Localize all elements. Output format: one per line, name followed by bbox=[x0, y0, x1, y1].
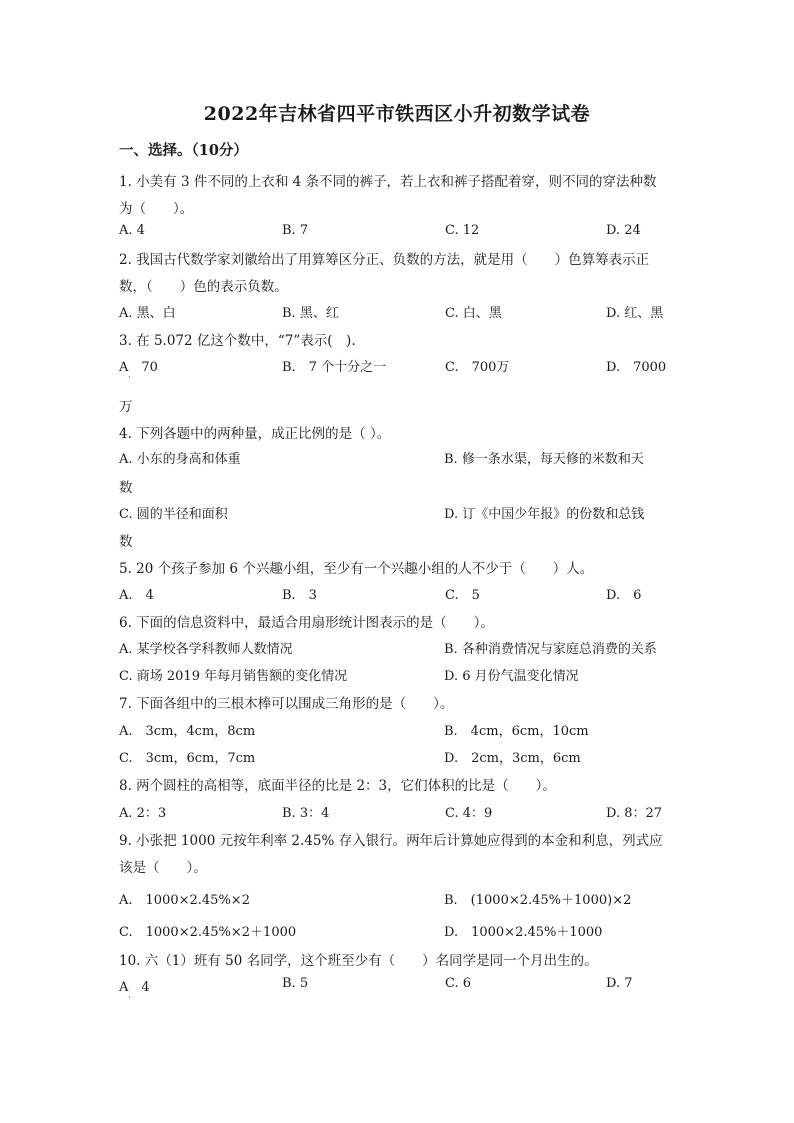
question-10-option-b: B. 5 bbox=[282, 976, 309, 991]
question-6-option-b: B. 各种消费情况与家庭总消费的关系 bbox=[444, 642, 657, 657]
question-5-option-a: A. 4 bbox=[119, 588, 154, 603]
question-5-line-1: 5. 20 个孩子参加 6 个兴趣小组，至少有一个兴趣小组的人不少于（ ）人。 bbox=[119, 561, 594, 577]
question-10-option-d: D. 7 bbox=[606, 976, 633, 991]
question-5-option-d: D. 6 bbox=[606, 588, 642, 603]
scan-dot-mark: · bbox=[128, 993, 131, 1003]
question-3-option-b: B. 7 个十分之一 bbox=[282, 360, 387, 375]
question-1-option-b: B. 7 bbox=[282, 223, 309, 238]
question-9-option-b: B. (1000×2.45%＋1000)×2 bbox=[444, 893, 632, 908]
question-7-line-1: 7. 下面各组中的三根木棒可以围成三角形的是（ ）。 bbox=[119, 696, 454, 712]
question-2-option-b: B. 黑、红 bbox=[282, 306, 339, 321]
question-4-option-c: C. 圆的半径和面积 bbox=[119, 507, 228, 522]
question-6-option-d: D. 6 月份气温变化情况 bbox=[444, 669, 579, 684]
question-3-option-c: C. 700万 bbox=[445, 360, 510, 375]
section-heading: 一、选择。（10分） bbox=[119, 142, 248, 159]
question-9-option-a: A. 1000×2.45%×2 bbox=[119, 893, 250, 908]
question-1-line-2: 为（ ）。 bbox=[119, 201, 194, 217]
question-2-option-c: C. 白、黑 bbox=[445, 306, 502, 321]
question-10-line-1: 10. 六（1）班有 50 名同学，这个班至少有（ ）名同学是同一个月出生的。 bbox=[119, 953, 598, 969]
question-4-line-1: 4. 下列各题中的两种量，成正比例的是（ ）。 bbox=[119, 426, 391, 442]
question-6-option-a: A. 某学校各学科教师人数情况 bbox=[119, 642, 293, 657]
question-10-option-a: A 4 bbox=[119, 980, 150, 995]
question-3-line-1: 3. 在 5.072 亿这个数中，“7”表示( ). bbox=[119, 333, 356, 349]
question-9-option-d: D. 1000×2.45%＋1000 bbox=[444, 925, 603, 940]
question-1-line-1: 1. 小美有 3 件不同的上衣和 4 条不同的裤子，若上衣和裤子搭配着穿，则不同的穿法种数 bbox=[119, 174, 657, 190]
question-2-option-d: D. 红、黑 bbox=[606, 306, 664, 321]
question-3-option-a: A 70 bbox=[119, 360, 158, 375]
question-6-line-1: 6. 下面的信息资料中，最适合用扇形统计图表示的是（ ）。 bbox=[119, 615, 494, 631]
question-1-option-d: D. 24 bbox=[606, 223, 641, 238]
question-1-option-a: A. 4 bbox=[119, 223, 145, 238]
question-4-option-d: D. 订《中国少年报》的份数和总钱 bbox=[444, 507, 645, 522]
page-title: 2022年吉林省四平市铁西区小升初数学试卷 bbox=[203, 103, 591, 125]
question-8-option-a: A. 2：3 bbox=[119, 806, 167, 821]
question-1-option-c: C. 12 bbox=[445, 223, 480, 238]
question-7-option-b: B. 4cm，6cm，10cm bbox=[444, 724, 589, 739]
question-4-option-b-wrap: 数 bbox=[119, 480, 133, 496]
question-8-option-b: B. 3：4 bbox=[282, 806, 330, 821]
question-5-option-c: C. 5 bbox=[445, 588, 480, 603]
question-9-line-1: 9. 小张把 1000 元按年利率 2.45% 存入银行。两年后计算她应得到的本金和利息，列式应 bbox=[119, 833, 663, 849]
question-8-option-c: C. 4：9 bbox=[445, 806, 493, 821]
question-8-option-d: D. 8：27 bbox=[606, 806, 663, 821]
question-4-option-a: A. 小东的身高和体重 bbox=[119, 452, 241, 467]
question-3-option-d-wrap: 万 bbox=[119, 399, 133, 415]
question-2-option-a: A. 黑、白 bbox=[119, 306, 176, 321]
question-3-option-d: D. 7000 bbox=[606, 360, 667, 375]
question-7-option-a: A. 3cm，4cm，8cm bbox=[119, 724, 256, 739]
question-8-line-1: 8. 两个圆柱的高相等，底面半径的比是 2：3，它们体积的比是（ ）。 bbox=[119, 778, 556, 794]
question-2-line-1: 2. 我国古代数学家刘徽给出了用算筹区分正、负数的方法，就是用（ ）色算筹表示正 bbox=[119, 252, 650, 268]
question-7-option-c: C. 3cm，6cm，7cm bbox=[119, 751, 256, 766]
question-9-option-c: C. 1000×2.45%×2＋1000 bbox=[119, 925, 297, 940]
scan-dot-mark: · bbox=[128, 373, 131, 383]
question-9-line-2: 该是（ ）。 bbox=[119, 860, 207, 876]
question-10-option-c: C. 6 bbox=[445, 976, 472, 991]
question-6-option-c: C. 商场 2019 年每月销售额的变化情况 bbox=[119, 669, 348, 684]
question-4-option-b: B. 修一条水渠，每天修的米数和天 bbox=[444, 452, 644, 467]
question-7-option-d: D. 2cm，3cm，6cm bbox=[444, 751, 581, 766]
question-5-option-b: B. 3 bbox=[282, 588, 317, 603]
question-2-line-2: 数，（ ）色的表示负数。 bbox=[119, 279, 288, 295]
question-4-option-d-wrap: 数 bbox=[119, 534, 133, 550]
